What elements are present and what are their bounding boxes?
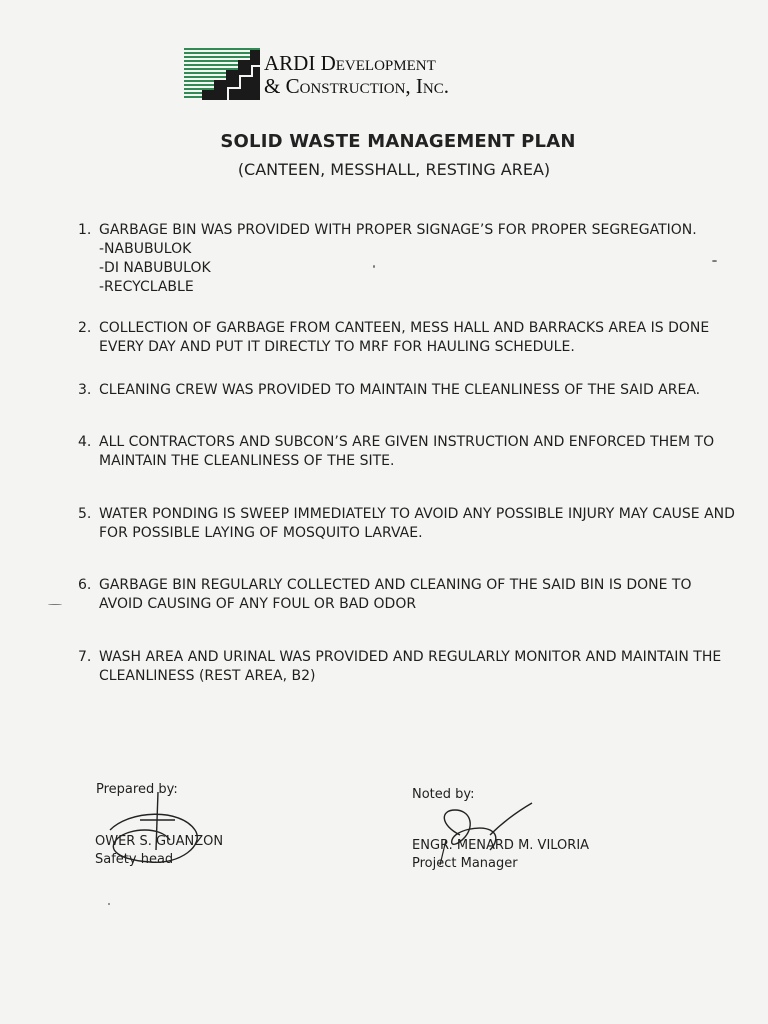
prepared-by-signature xyxy=(100,790,210,875)
item-text: GARBAGE BIN WAS PROVIDED WITH PROPER SIGNAGE’S FOR PROPER SEGREGATION. xyxy=(99,222,697,238)
item-text: COLLECTION OF GARBAGE FROM CANTEEN, MESS HALL AND BARRACKS AREA IS DONE EVERY DAY AND PUT IT DIRECTLY TO MRF FOR HAULING SCHEDULE. xyxy=(99,320,710,355)
prepared-by-name: OWER S. GUANZON xyxy=(95,834,224,849)
noted-by-position: Project Manager xyxy=(412,856,518,871)
item-text: GARBAGE BIN REGULARLY COLLECTED AND CLEANING OF THE SAID BIN IS DONE TO AVOID CAUSING OF ANY FOUL OR BAD ODOR xyxy=(99,577,692,612)
scan-speck xyxy=(712,260,717,262)
letterhead xyxy=(184,44,564,106)
item-number: 4. xyxy=(78,434,92,450)
company-name-line1: ARDI Development xyxy=(264,51,436,75)
sub-item: -RECYCLABLE xyxy=(99,279,194,295)
prepared-by-position: Safety head xyxy=(95,852,174,867)
item-number: 7. xyxy=(78,649,92,665)
sub-item: -NABUBULOK xyxy=(99,241,192,257)
noted-by-name: ENGR. MENARD M. VILORIA xyxy=(412,838,590,853)
item-text: WASH AREA AND URINAL WAS PROVIDED AND REGULARLY MONITOR AND MAINTAIN THE CLEANLINESS (REST AREA, B2) xyxy=(99,649,722,684)
document-title: SOLID WASTE MANAGEMENT PLAN xyxy=(220,131,576,152)
item-number: 6. xyxy=(78,577,92,593)
noted-by-label: Noted by: xyxy=(412,787,475,802)
company-name-line2: & Construction, Inc. xyxy=(264,74,450,98)
company-name xyxy=(264,52,449,98)
item-text: ALL CONTRACTORS AND SUBCON’S ARE GIVEN INSTRUCTION AND ENFORCED THEM TO MAINTAIN THE CLEANLINESS OF THE SITE. xyxy=(99,434,715,469)
noted-by-signature xyxy=(420,795,540,875)
scan-speck xyxy=(108,903,110,905)
scan-speck xyxy=(48,604,62,605)
item-number: 1. xyxy=(78,222,92,238)
item-number: 3. xyxy=(78,382,92,398)
prepared-by-label: Prepared by: xyxy=(96,782,178,797)
scan-speck xyxy=(373,265,375,268)
company-logo xyxy=(184,46,260,102)
item-text: WATER PONDING IS SWEEP IMMEDIATELY TO AVOID ANY POSSIBLE INJURY MAY CAUSE AND FOR POSSIBLE LAYING OF MOSQUITO LARVAE. xyxy=(99,506,735,541)
item-text: CLEANING CREW WAS PROVIDED TO MAINTAIN THE CLEANLINESS OF THE SAID AREA. xyxy=(99,382,701,398)
item-number: 2. xyxy=(78,320,92,336)
item-number: 5. xyxy=(78,506,92,522)
document-subtitle: (CANTEEN, MESSHALL, RESTING AREA) xyxy=(237,160,551,179)
sub-item: -DI NABUBULOK xyxy=(99,260,211,276)
